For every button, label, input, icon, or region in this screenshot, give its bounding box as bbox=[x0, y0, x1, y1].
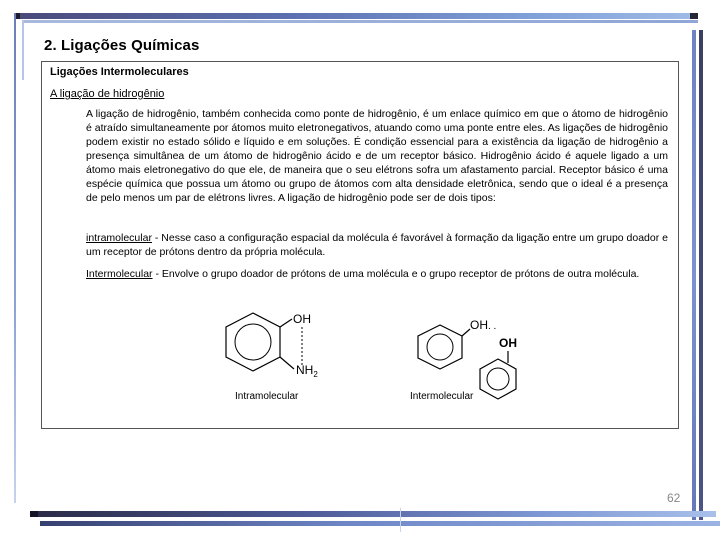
benzene-ring-intra bbox=[226, 313, 280, 371]
top-decor-bar-thin bbox=[22, 20, 698, 23]
bottom-decor-bar bbox=[30, 511, 716, 517]
nh2-text: NH bbox=[296, 363, 314, 377]
nh2-label-intra bbox=[296, 363, 318, 379]
hydrogen-bond-figure bbox=[222, 303, 522, 407]
intermolecular-description: - Envolve o grupo doador de prótons de uma molécula e o grupo receptor de prótons de outra molécula. bbox=[152, 268, 640, 280]
bond-nh2-intra bbox=[280, 357, 294, 369]
oh-label-intra: OH bbox=[293, 312, 311, 326]
intramolecular-molecule bbox=[226, 312, 318, 402]
bottom-decor-corner bbox=[30, 511, 38, 517]
hbond-dots-inter: . . bbox=[488, 321, 497, 332]
aromatic-circle-inter-bottom bbox=[487, 368, 509, 390]
left-decor-bar-thin bbox=[22, 20, 24, 80]
term-intramolecular: intramolecular bbox=[86, 232, 152, 244]
intramolecular-description: - Nesse caso a configuração espacial da molécula é favorável à formação da ligação entre um grupo doador e um receptor de prótons dentro da própria molécula. bbox=[86, 232, 668, 258]
top-decor-bar bbox=[14, 13, 698, 19]
intermolecular-molecules bbox=[410, 318, 517, 402]
oh-label-inter-top: OH bbox=[470, 318, 488, 332]
aromatic-circle-inter-top bbox=[427, 334, 453, 360]
paragraph-intermolecular bbox=[86, 267, 668, 281]
right-decor-bar bbox=[692, 30, 696, 520]
bottom-decor-tick bbox=[400, 508, 401, 532]
bottom-decor-bar-lower bbox=[40, 521, 720, 526]
intermolecular-label: Intermolecular bbox=[410, 391, 474, 402]
nh2-subscript: 2 bbox=[313, 370, 318, 379]
benzene-ring-inter-bottom bbox=[480, 359, 516, 399]
section-link-hydrogen-bond[interactable]: A ligação de hidrogênio bbox=[50, 88, 165, 100]
right-decor-bar-dark bbox=[699, 30, 703, 520]
page-number: 62 bbox=[667, 491, 681, 505]
bond-oh-intra bbox=[280, 319, 292, 327]
bond-oh-inter-top bbox=[462, 329, 470, 336]
content-box bbox=[41, 61, 679, 429]
oh-label-inter-bottom: OH bbox=[499, 336, 517, 350]
paragraph-definition: A ligação de hidrogênio, também conhecida como ponte de hidrogênio, é um enlace químico em que o átomo de hidrogênio é atraído simultaneamente por átomos muito eletronegativos, atuando como uma ponte entre eles. As ligações de hidrogênio podem existir no estado sólido e líquido e em soluções. É condição essencial para a existência da ligação de hidrogênio a presença simultânea de um átomo de hidrogênio ácido e de um receptor básico. Hidrogênio ácido é aquele ligado a um átomo mais eletronegativo do que ele, de maneira que o seu elétrons sofra um afastamento parcial. Receptor básico é uma espécie química que possua um átomo ou grupo de átomos com alta densidade eletrônica, sendo que o ideal é a presença de pelo menos um par de elétrons livres. A ligação de hidrogênio pode ser de dois tipos: bbox=[86, 108, 668, 204]
aromatic-circle-intra bbox=[235, 324, 271, 360]
top-decor-end bbox=[690, 13, 698, 19]
paragraph-intramolecular bbox=[86, 231, 668, 259]
term-intermolecular: Intermolecular bbox=[86, 268, 153, 280]
benzene-ring-inter-top bbox=[418, 325, 462, 369]
intramolecular-label: Intramolecular bbox=[235, 391, 299, 402]
box-heading: Ligações Intermoleculares bbox=[50, 66, 189, 78]
slide-title: 2. Ligações Químicas bbox=[44, 37, 200, 54]
left-decor-bar bbox=[14, 13, 16, 503]
